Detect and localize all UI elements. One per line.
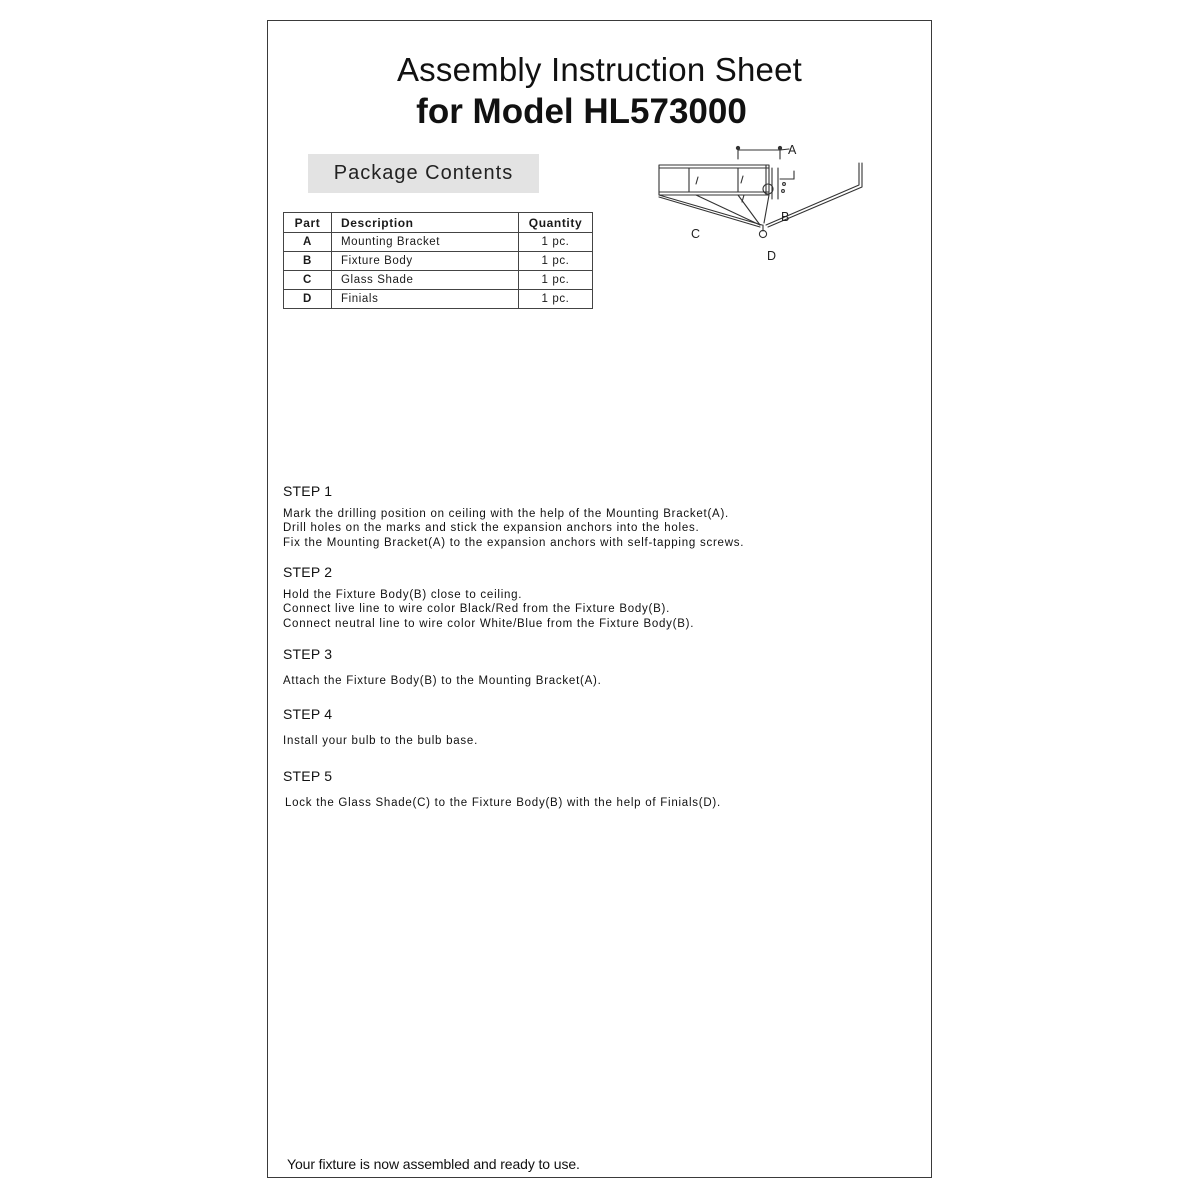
step-4 [283, 706, 478, 748]
table-row [284, 233, 593, 252]
step-title: STEP 2 [283, 564, 333, 580]
parts-table [283, 212, 593, 309]
part-description: Fixture Body [332, 252, 519, 271]
fixture-body-drawing [659, 165, 794, 199]
step-instruction: Mark the drilling position on ceiling with the help of the Mounting Bracket(A). [283, 508, 729, 520]
step-title: STEP 3 [283, 646, 333, 662]
table-row [284, 252, 593, 271]
completion-note: Your fixture is now assembled and ready to use. [287, 1156, 580, 1172]
column-header-description: Description [332, 213, 519, 233]
diagram-label-c: C [691, 227, 701, 241]
column-header-quantity: Quantity [519, 213, 593, 233]
diagram-label-d: D [767, 249, 777, 263]
step-instruction: Hold the Fixture Body(B) close to ceiling. [283, 589, 523, 601]
step-instruction: Connect neutral line to wire color White/Blue from the Fixture Body(B). [283, 617, 695, 630]
step-instruction: Lock the Glass Shade(C) to the Fixture Body(B) with the help of Finials(D). [285, 797, 721, 809]
part-letter: D [284, 290, 332, 309]
step-title: STEP 4 [283, 706, 333, 722]
column-header-part: Part [284, 213, 332, 233]
model-subtitle: for Model HL573000 [416, 92, 747, 131]
step-title: STEP 5 [283, 768, 333, 784]
table-row [284, 271, 593, 290]
step-instruction: Connect live line to wire color Black/Red from the Fixture Body(B). [283, 603, 671, 616]
diagram-label-b: B [781, 210, 790, 224]
mounting-bracket-drawing [736, 146, 789, 159]
step-5 [283, 768, 721, 810]
step-instruction: Attach the Fixture Body(B) to the Mounting Bracket(A). [283, 675, 602, 687]
step-1 [283, 483, 744, 550]
step-instruction: Fix the Mounting Bracket(A) to the expansion anchors with self-tapping screws. [283, 536, 745, 549]
part-letter: C [284, 271, 332, 290]
part-description: Finials [332, 290, 519, 309]
diagram-label-a: A [788, 143, 797, 157]
step-instruction: Install your bulb to the bulb base. [283, 735, 479, 747]
part-quantity: 1 pc. [519, 271, 593, 290]
part-description: Glass Shade [332, 271, 519, 290]
part-quantity: 1 pc. [519, 233, 593, 252]
package-contents-heading: Package Contents [308, 154, 539, 193]
part-quantity: 1 pc. [519, 290, 593, 309]
part-quantity: 1 pc. [519, 252, 593, 271]
step-2 [283, 564, 694, 631]
table-header-row [284, 213, 593, 233]
page-title: Assembly Instruction Sheet [396, 51, 803, 88]
table-row [284, 290, 593, 309]
part-letter: B [284, 252, 332, 271]
step-3 [283, 646, 602, 688]
part-letter: A [284, 233, 332, 252]
step-instruction: Drill holes on the marks and stick the expansion anchors into the holes. [283, 522, 700, 535]
step-title: STEP 1 [283, 483, 333, 499]
instruction-sheet [267, 20, 932, 1178]
part-description: Mounting Bracket [332, 233, 519, 252]
fixture-exploded-diagram [656, 139, 868, 263]
